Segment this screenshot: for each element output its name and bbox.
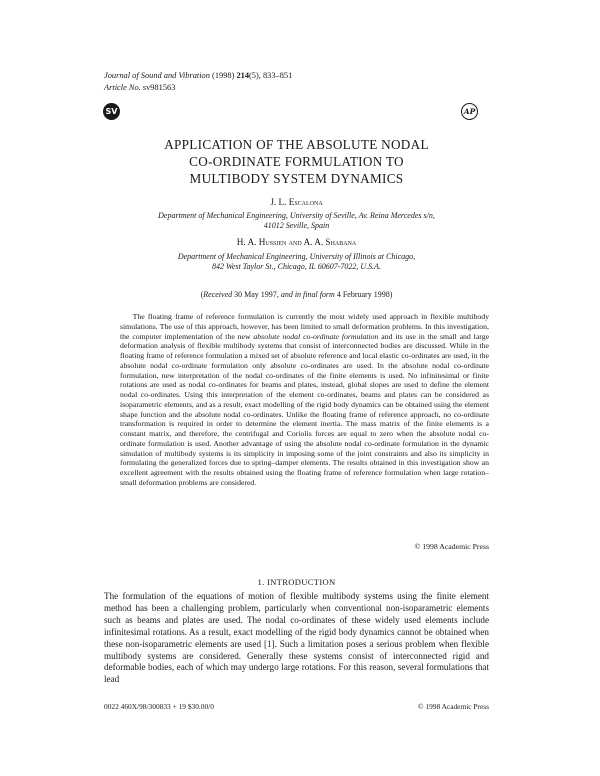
title-line: MULTIBODY SYSTEM DYNAMICS	[189, 171, 404, 186]
article-line	[104, 82, 292, 94]
article-label: Article No.	[104, 83, 141, 92]
journal-line	[104, 70, 292, 82]
journal-year: (1998)	[212, 71, 235, 80]
abstract-copyright: © 1998 Academic Press	[414, 542, 489, 551]
affiliation-line: 842 West Taylor St., Chicago, IL 60607-7022, U.S.A.	[211, 262, 382, 271]
title-line: CO-ORDINATE FORMULATION TO	[189, 154, 404, 169]
received-label: Received	[203, 290, 233, 299]
ap-logo-icon: AP	[461, 103, 478, 120]
affiliation-line: Department of Mechanical Engineering, University of Seville, Av. Reina Mercedes s/n,	[158, 211, 435, 220]
section-heading: 1. INTRODUCTION	[257, 577, 336, 587]
journal-citation	[104, 70, 292, 94]
journal-volume: 214	[236, 71, 250, 80]
final-label: , and in final form	[276, 290, 335, 299]
journal-name: Journal of Sound and Vibration	[104, 71, 210, 80]
introduction-text: The formulation of the equations of motion of flexible multibody systems using the finite element method has been a challenging problem, particularly when conventional non-isoparametric elements such as beams and plates are used. The nodal co-ordinates of these widely used elements include infinitesimal rotations. As a result, exact modelling of the rigid body dynamics cannot be obtained when these non-isoparametric elements are used [1]. Such a limitation poses a serious problem when flexible multibody systems are considered. Generally these systems consist of interconnected rigid and deformable bodies, each of which may undergo large rotations. For this reason, several formulations that lead	[104, 591, 489, 685]
footer-copyright: © 1998 Academic Press	[417, 702, 489, 711]
footer-code: 0022 460X/98/300833 + 19 $30.00/0	[104, 702, 214, 711]
article-number: sv981563	[142, 83, 176, 92]
paper-title	[104, 136, 489, 187]
received-dates: (Received 30 May 1997, and in final form 4 February 1998)	[200, 290, 393, 299]
author-escalona: J. L. Escalona	[270, 197, 323, 207]
affiliation-line: 41012 Seville, Spain	[263, 221, 330, 230]
received-date: 30 May 1997	[234, 290, 277, 299]
title-line: APPLICATION OF THE ABSOLUTE NODAL	[164, 137, 429, 152]
abstract-italic-term: absolute nodal co-ordinate formulation	[253, 331, 379, 341]
sv-logo-icon: SV	[103, 103, 120, 120]
journal-issue-pages: (5), 833–851	[249, 71, 293, 80]
affiliation-seville	[104, 211, 489, 231]
affiliation-chicago	[104, 252, 489, 272]
affiliation-line: Department of Mechanical Engineering, University of Illinois at Chicago,	[177, 252, 416, 261]
final-date: 4 February 1998	[336, 290, 390, 299]
abstract: The floating frame of reference formulation is currently the most widely used approach in flexible multibody simulations. The use of this approach, however, has been limited to small deformation problems. In this investigation, the computer implementation of the new absolute nodal co-ordinate formulation and its use in the small and large deformation analysis of flexible multibody systems that consist of interconnected bodies are discussed. While in the floating frame of reference formulation a mixed set of absolute reference and local elastic co-ordinates are used, in the absolute nodal co-ordinate formulation only absolute co-ordinates are used. In the absolute nodal co-ordinate formulation, new interpretation of the nodal co-ordinates of the finite elements is used. No infinitesimal or finite rotations are used as nodal co-ordinates for beams and plates, instead, global slopes are used to define the element nodal co-ordinates. Using this interpretation of the element co-ordinates, beams and plates can be considered as isoparametric elements, and as a result, exact modelling of the rigid body dynamics can be obtained using the element shape function and the absolute nodal co-ordinates. Unlike the floating frame of reference approach, no co-ordinate transformation is required in order to determine the element inertia. The mass matrix of the finite elements is a constant matrix, and therefore, the centrifugal and Coriolis forces are equal to zero when the absolute nodal co-ordinate formulation is used. Another advantage of using the absolute nodal co-ordinate formulation in the dynamic simulation of multibody systems is its simplicity in imposing some of the joint constraints and also its simplicity in formulating the generalized forces due to spring–damper elements. The results obtained in this investigation show an excellent agreement with the results obtained using the floating frame of reference formulation when large rotation–small deformation problems are considered.	[120, 312, 490, 487]
author-hussien-shabana: H. A. Hussien and A. A. Shabana	[236, 237, 357, 247]
